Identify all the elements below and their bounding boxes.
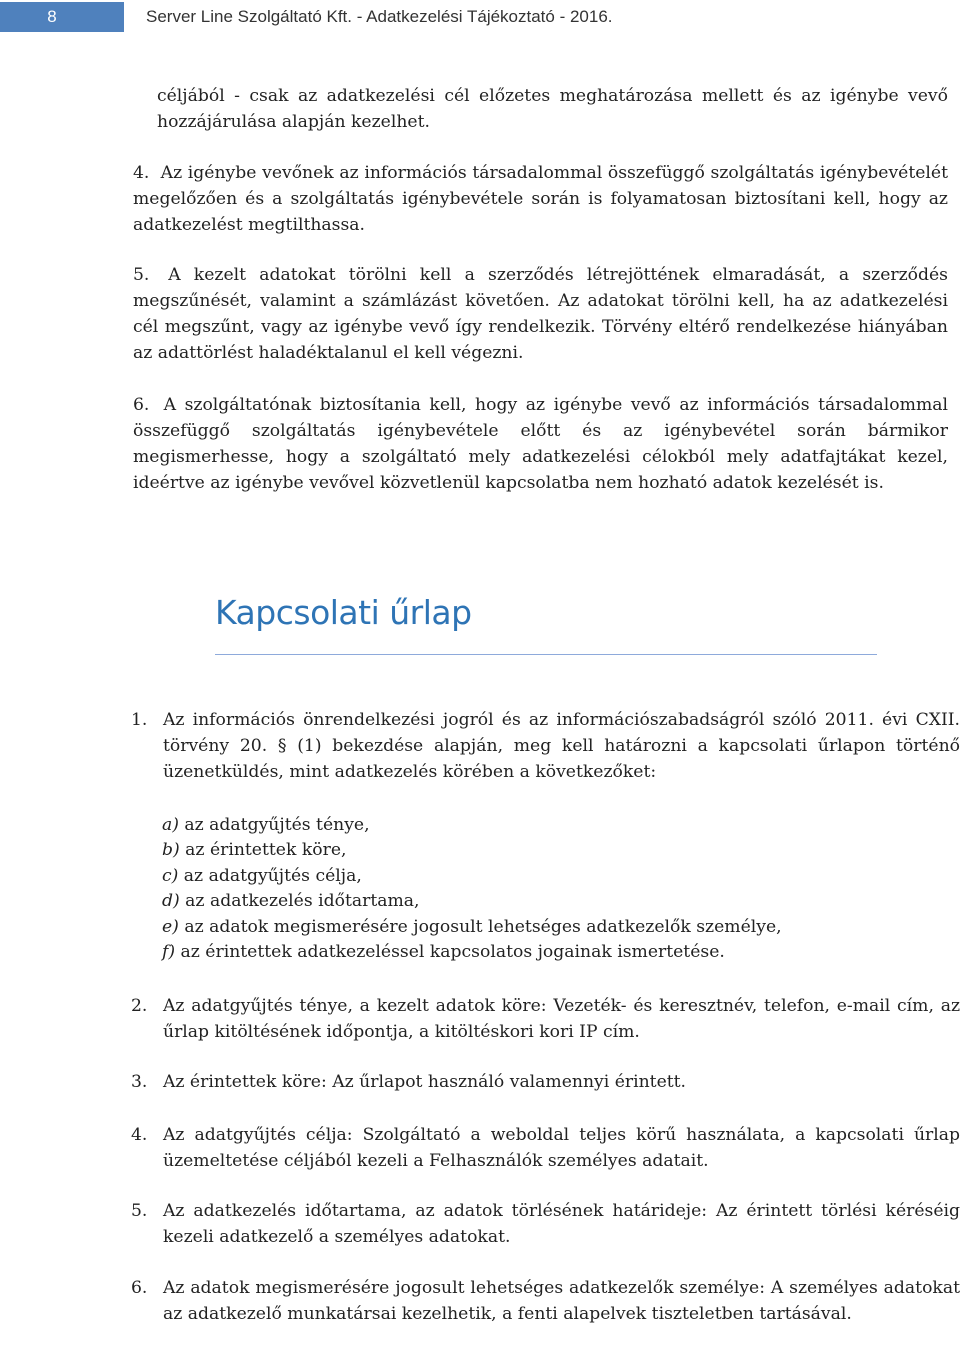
list-text: az adatgyűjtés ténye,: [178, 815, 370, 835]
list-item-c: [162, 864, 362, 890]
list-letter: d): [162, 891, 180, 911]
form-item-2: [131, 993, 960, 1045]
paragraph-text: Az igénybe vevőnek az információs társadalommal összefüggő szolgáltatás igénybevételét megelőzően és a szolgáltatás igénybevétele során is folyamatosan biztosítani kell, hogy az adatkezelést megtilthassa.: [133, 163, 948, 235]
page-header: [0, 0, 960, 34]
list-letter: f): [162, 942, 176, 962]
item-number: 4.: [131, 1125, 148, 1145]
page-number: 8: [0, 2, 124, 32]
item-text: Az érintettek köre: Az űrlapot használó valamennyi érintett.: [163, 1072, 687, 1092]
item-number: 6.: [131, 1278, 148, 1298]
list-text: az érintettek adatkezeléssel kapcsolatos jogainak ismertetése.: [175, 942, 725, 962]
paragraph-6: [133, 392, 948, 496]
continuation-paragraph: céljából - csak az adatkezelési cél előzetes meghatározása mellett és az igénybe vevő hozzájárulása alapján kezelhet.: [157, 86, 948, 132]
list-letter: c): [162, 866, 179, 886]
form-item-6: [131, 1275, 960, 1327]
item-number: 3.: [131, 1072, 148, 1092]
paragraph-number: 4.: [133, 163, 150, 183]
paragraph-number: 6.: [133, 395, 150, 415]
item-number: 1.: [131, 710, 148, 730]
item-text: Az adatgyűjtés célja: Szolgáltató a weboldal teljes körű használata, a kapcsolati űrlap üzemeltetése céljából kezeli a Felhasználók személyes adatait.: [163, 1125, 960, 1171]
list-item-a: [162, 813, 370, 839]
form-item-5: [131, 1198, 960, 1250]
paragraph-number: 5.: [133, 265, 150, 285]
list-text: az adatkezelés időtartama,: [179, 891, 420, 911]
list-item-f: [162, 940, 725, 966]
form-item-4: [131, 1122, 960, 1174]
item-text: Az adatok megismerésére jogosult lehetséges adatkezelők személye: A személyes adatokat az adatkezelő munkatársai kezelhetik, a fenti alapelvek tiszteletben tartásával.: [163, 1278, 960, 1324]
item-text: Az adatgyűjtés ténye, a kezelt adatok köre: Vezeték- és keresztnév, telefon, e-mail cím, az űrlap kitöltésének időpontja, a kitöltéskori kori IP cím.: [163, 996, 960, 1042]
paragraph-text: A szolgáltatónak biztosítania kell, hogy az igénybe vevő az információs társadalommal összefüggő szolgáltatás igénybevétele előtt és az igénybevétel során bármikor megismerhesse, hogy a szolgáltató mely adatkezelési célokból mely adatfajtákat kezel, ideértve az igénybe vevővel közvetlenül kapcsolatba nem hozható adatok kezelését is.: [133, 395, 948, 493]
item-number: 5.: [131, 1201, 148, 1221]
item-number: 2.: [131, 996, 148, 1016]
list-letter: b): [162, 840, 180, 860]
paragraph-text: A kezelt adatokat törölni kell a szerződés létrejöttének elmaradását, a szerződés megszűnését, valamint a számlázást követően. Az adatokat törölni kell, ha az adatkezelési cél megszűnt, vagy az igénybe vevő így rendelkezik. Törvény eltérő rendelkezése hiányában az adattörlést haladéktalanul el kell végezni.: [133, 265, 948, 363]
list-item-b: [162, 838, 346, 864]
header-title: Server Line Szolgáltató Kft. - Adatkezelési Tájékoztató - 2016.: [146, 7, 613, 26]
list-text: az adatok megismerésére jogosult lehetséges adatkezelők személye,: [178, 917, 782, 937]
list-item-d: [162, 889, 420, 915]
list-letter: a): [162, 815, 179, 835]
item-text: Az információs önrendelkezési jogról és az információszabadságról szóló 2011. évi CXII. törvény 20. § (1) bekezdése alapján, meg kell határozni a kapcsolati űrlapon történő üzenetküldés, mint adatkezelés körében a következőket:: [163, 710, 960, 782]
paragraph-5: [133, 262, 948, 366]
paragraph-4: [133, 160, 948, 238]
list-text: az adatgyűjtés célja,: [178, 866, 362, 886]
list-text: az érintettek köre,: [179, 840, 347, 860]
form-item-3: [131, 1069, 960, 1095]
section-heading: Kapcsolati űrlap: [215, 593, 472, 632]
heading-divider: [215, 654, 877, 655]
item-text: Az adatkezelés időtartama, az adatok törlésének határideje: Az érintett törlési kéréséig kezeli adatkezelő a személyes adatokat.: [163, 1201, 960, 1247]
form-item-1: [131, 707, 960, 785]
list-letter: e): [162, 917, 179, 937]
list-item-e: [162, 915, 782, 941]
